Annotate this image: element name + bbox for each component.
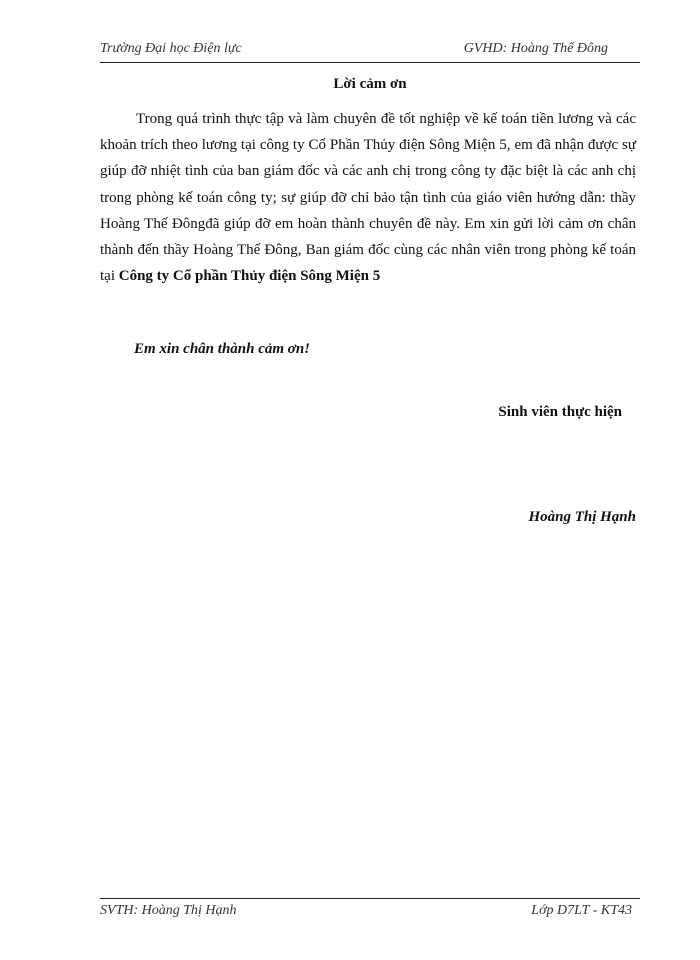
paragraph-text: Trong quá trình thực tập và làm chuyên đề tốt nghiệp về kế toán tiền lương và các khoản trích theo lương tại công ty Cổ Phần Thủy điện Sông Miện 5, em đã nhận được sự giúp đỡ nhiệt tình của ban giám đốc và các anh chị trong công ty đặc biệt là các anh chị trong phòng kế toán công ty; sự giúp đỡ chỉ bảo tận tình của giáo viên hướng dẫn: thầy Hoàng Thế Đôngđã giúp đỡ em hoàn thành chuyên đề này. Em xin gửi lời cảm ơn chân thành đến thầy Hoàng Thế Đông, Ban giám đốc cùng các nhân viên trong phòng kế toán tại (100, 111, 636, 285)
acknowledgement-paragraph (100, 106, 636, 289)
footer-class: Lớp D7LT - KT43 (531, 903, 632, 918)
page-footer (100, 898, 640, 921)
closing-line: Em xin chân thành cảm ơn! (134, 341, 311, 357)
header-advisor: GVHD: Hoàng Thế Đông (463, 41, 608, 56)
signer-label: Sinh viên thực hiện (498, 404, 622, 420)
signer-name: Hoàng Thị Hạnh (528, 509, 636, 525)
header-school: Trường Đại học Điện lực (100, 41, 242, 56)
page-title: Lời cảm ơn (333, 76, 407, 92)
page-header (100, 38, 640, 63)
footer-student: SVTH: Hoàng Thị Hạnh (100, 903, 237, 918)
company-name: Công ty Cổ phần Thủy điện Sông Miện 5 (118, 268, 381, 285)
